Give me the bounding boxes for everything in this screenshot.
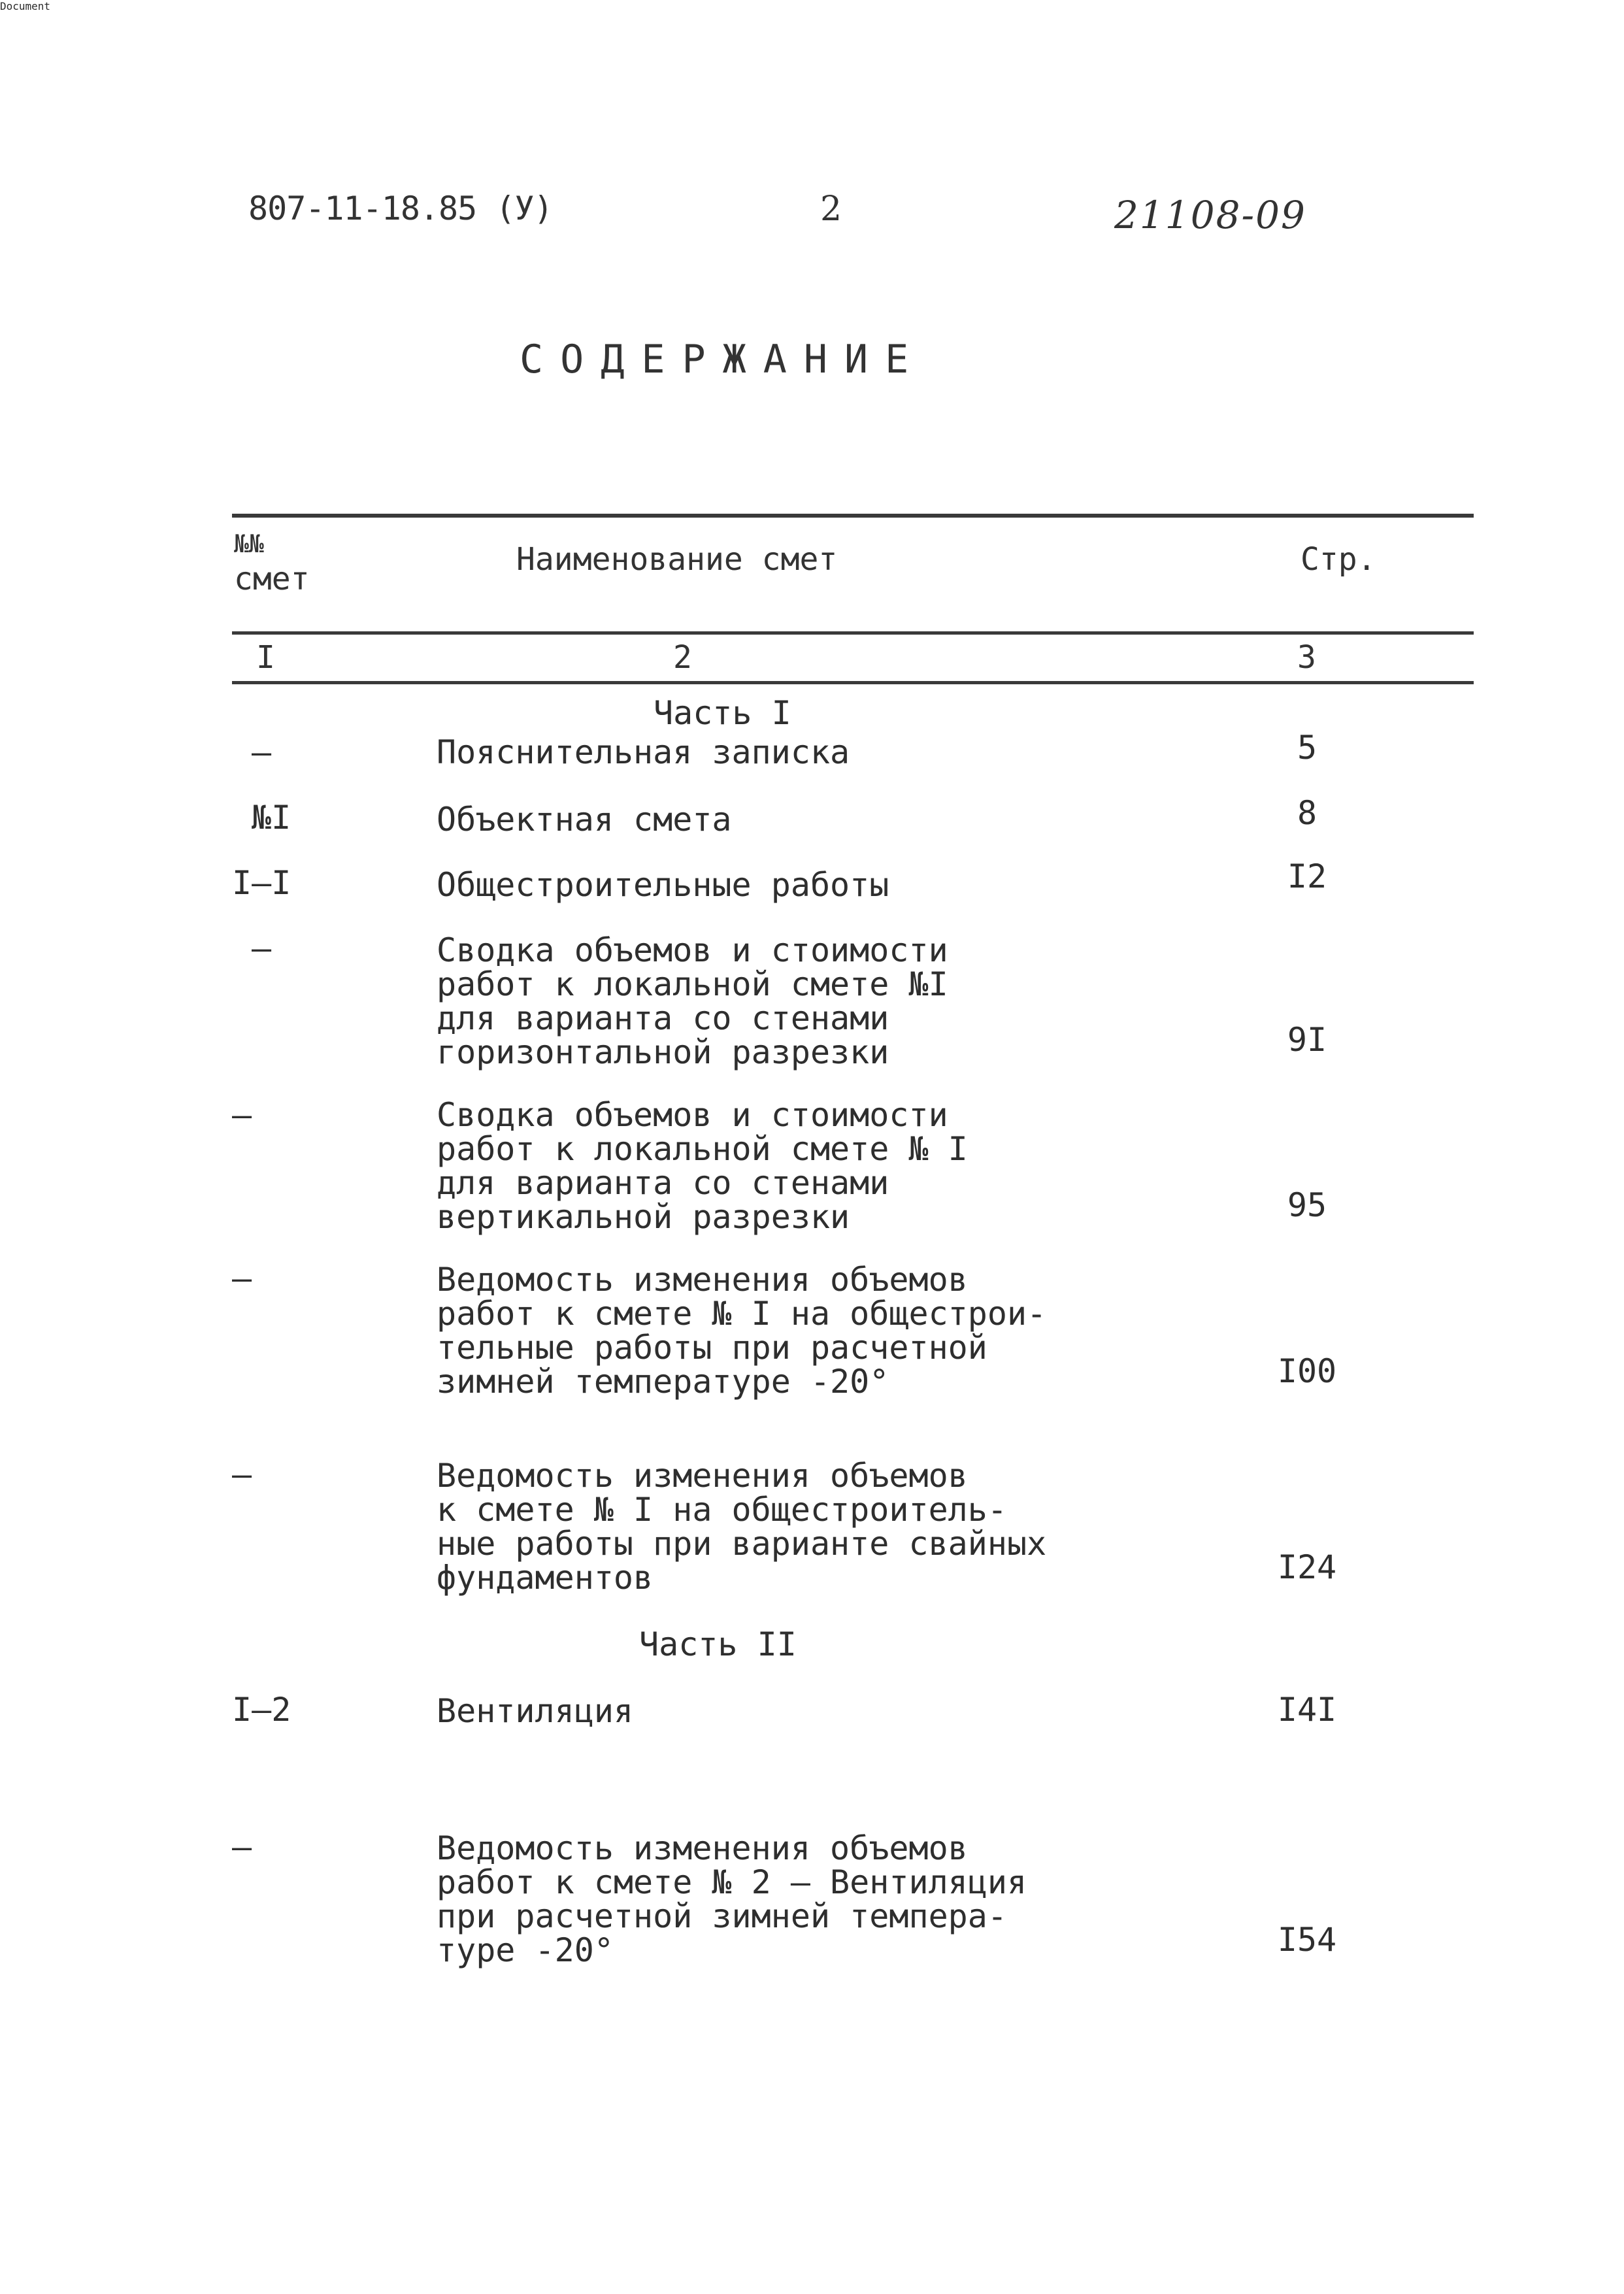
row-name-line: работ к смете № I на общестрои-	[437, 1295, 1047, 1333]
row-name-line: к смете № I на общестроитель-	[437, 1491, 1007, 1529]
document-code: 807-11-18.85 (У)	[248, 190, 553, 227]
row-name-line: туре -20°	[437, 1931, 614, 1969]
row-name: Вентиляция	[437, 1692, 634, 1730]
row-name-multiline	[437, 933, 1129, 1069]
row-page: I2	[1287, 857, 1327, 895]
row-name-multiline	[437, 1263, 1129, 1399]
column-number-1: I	[256, 639, 275, 676]
table-top-rule	[232, 514, 1474, 518]
row-name-line: работ к локальной смете №I	[437, 965, 948, 1003]
row-name-line: Сводка объемов и стоимости	[437, 1096, 948, 1134]
part-heading-2: Часть II	[639, 1625, 797, 1663]
row-name-line: работ к локальной смете № I	[437, 1130, 968, 1168]
header-estimate-number: смет	[234, 561, 310, 597]
row-name-line: Сводка объемов и стоимости	[437, 931, 948, 969]
row-number: I–2	[232, 1691, 291, 1729]
row-page: 8	[1297, 794, 1317, 832]
row-name: Объектная смета	[437, 801, 732, 839]
handwritten-document-number: 21108-09	[1114, 193, 1306, 237]
row-number: –	[232, 1828, 252, 1866]
row-page: 5	[1297, 729, 1317, 767]
row-page: I00	[1277, 1352, 1337, 1390]
row-name-line: при расчетной зимней темпера-	[437, 1897, 1007, 1935]
part-heading-1: Часть I	[654, 694, 791, 732]
row-name-line: Ведомость изменения объемов	[437, 1261, 968, 1299]
row-number: I–I	[232, 864, 291, 902]
row-name-line: для варианта со стенами	[437, 1164, 889, 1202]
row-name-line: тельные работы при расчетной	[437, 1329, 987, 1367]
header-number-sign: №№	[234, 529, 264, 558]
row-name-line: Ведомость изменения объемов	[437, 1829, 968, 1867]
row-name-multiline	[437, 1459, 1129, 1595]
row-page: I4I	[1277, 1691, 1337, 1729]
row-number: №I	[252, 799, 291, 837]
page-number: 2	[820, 190, 842, 229]
row-name: Пояснительная записка	[437, 733, 850, 771]
row-number: –	[252, 929, 272, 967]
row-page: 9I	[1287, 1021, 1327, 1059]
page-title-text: СОДЕРЖАНИЕ	[520, 337, 926, 382]
row-page: 95	[1287, 1186, 1327, 1224]
row-name-line: Ведомость изменения объемов	[437, 1457, 968, 1495]
row-name-line: горизонтальной разрезки	[437, 1033, 889, 1071]
row-name-line: фундаментов	[437, 1559, 654, 1597]
header-page: Стр.	[1301, 541, 1376, 578]
row-name-line: ные работы при варианте свайных	[437, 1525, 1047, 1563]
column-number-2: 2	[673, 639, 692, 676]
row-number: –	[252, 733, 272, 771]
row-page: I54	[1277, 1921, 1337, 1959]
row-name-multiline	[437, 1098, 1129, 1234]
table-header-rule	[232, 631, 1474, 635]
row-number: –	[232, 1096, 252, 1134]
table-column-number-rule	[232, 681, 1474, 684]
row-name-multiline	[437, 1831, 1129, 1967]
row-name: Общестроительные работы	[437, 866, 889, 904]
row-name-line: зимней температуре -20°	[437, 1363, 889, 1401]
row-number: –	[232, 1259, 252, 1297]
row-name-line: работ к смете № 2 – Вентиляция	[437, 1863, 1027, 1901]
column-number-3: 3	[1297, 639, 1316, 676]
row-number: –	[232, 1455, 252, 1493]
row-name-line: для варианта со стенами	[437, 999, 889, 1037]
header-estimate-name: Наименование смет	[516, 541, 838, 578]
row-page: I24	[1277, 1548, 1337, 1586]
row-name-line: вертикальной разрезки	[437, 1198, 850, 1236]
